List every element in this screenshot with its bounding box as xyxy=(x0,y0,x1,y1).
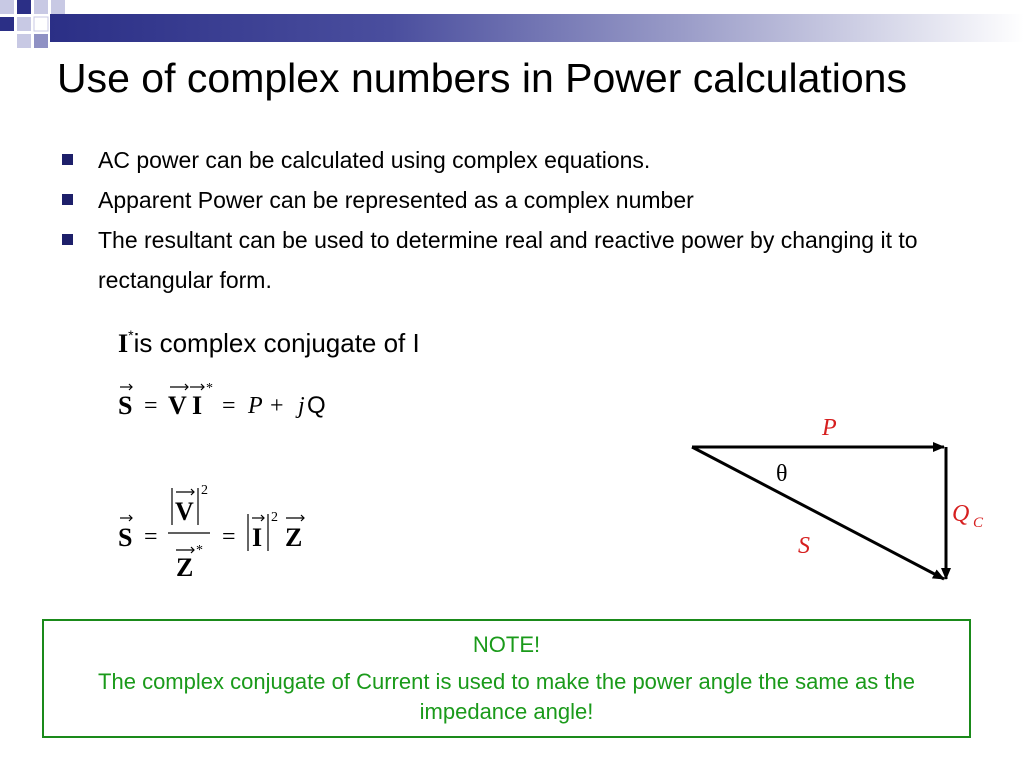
label-q: Q xyxy=(952,501,970,527)
eq1-j: j xyxy=(298,393,305,419)
header-bar xyxy=(50,14,1024,42)
label-q-sub: C xyxy=(973,515,984,531)
bullet-square-icon xyxy=(62,234,73,245)
bullet-item xyxy=(62,180,962,220)
eq1-s: S xyxy=(118,391,133,420)
eq1-v: V xyxy=(168,391,187,420)
bullet-square-icon xyxy=(62,194,73,205)
eq2-sq: 2 xyxy=(201,483,208,498)
bullet-item xyxy=(62,140,962,180)
eq1-star: * xyxy=(206,381,213,396)
conjugate-symbol: I xyxy=(118,329,129,358)
eq2-z: Z xyxy=(176,553,194,582)
power-triangle xyxy=(680,405,1000,595)
note-heading: NOTE! xyxy=(472,632,541,657)
label-p: P xyxy=(822,415,837,441)
eq2-equals2: = xyxy=(222,524,236,550)
s-vector xyxy=(692,447,944,579)
note-box xyxy=(42,619,971,738)
bullet-text: Apparent Power can be represented as a complex number xyxy=(98,187,694,213)
label-theta: θ xyxy=(776,461,788,487)
note-body: The complex conjugate of Current is used to make the power angle the same as the impedance angle! xyxy=(98,669,915,724)
bullet-text: AC power can be calculated using complex equations. xyxy=(98,147,651,173)
slide-title: Use of complex numbers in Power calculations xyxy=(57,55,907,101)
eq1-p: P xyxy=(248,393,263,419)
eq1-equals: = xyxy=(144,393,158,419)
eq2-v: V xyxy=(175,497,194,526)
bullet-text: The resultant can be used to determine real and reactive power by changing it to rectangular form. xyxy=(98,227,918,293)
bullet-square-icon xyxy=(62,154,73,165)
bullet-list xyxy=(62,140,962,300)
equation-impedance xyxy=(110,478,330,583)
conjugate-star: * xyxy=(128,327,134,344)
eq1-equals2: = xyxy=(222,393,236,419)
eq2-s: S xyxy=(118,523,133,552)
eq2-equals: = xyxy=(144,524,158,550)
eq1-i: I xyxy=(192,391,203,420)
conjugate-text: is complex conjugate of I xyxy=(133,328,420,358)
label-s: S xyxy=(798,533,810,559)
eq2-i: I xyxy=(252,523,263,552)
equation-power xyxy=(110,378,350,428)
eq2-star: * xyxy=(196,543,203,558)
conjugate-definition xyxy=(118,328,420,359)
eq2-z2: Z xyxy=(285,523,303,552)
eq2-sq2: 2 xyxy=(271,510,278,525)
eq1-plus: + xyxy=(270,393,284,419)
bullet-item xyxy=(62,220,962,300)
eq1-q: Q xyxy=(307,392,326,419)
